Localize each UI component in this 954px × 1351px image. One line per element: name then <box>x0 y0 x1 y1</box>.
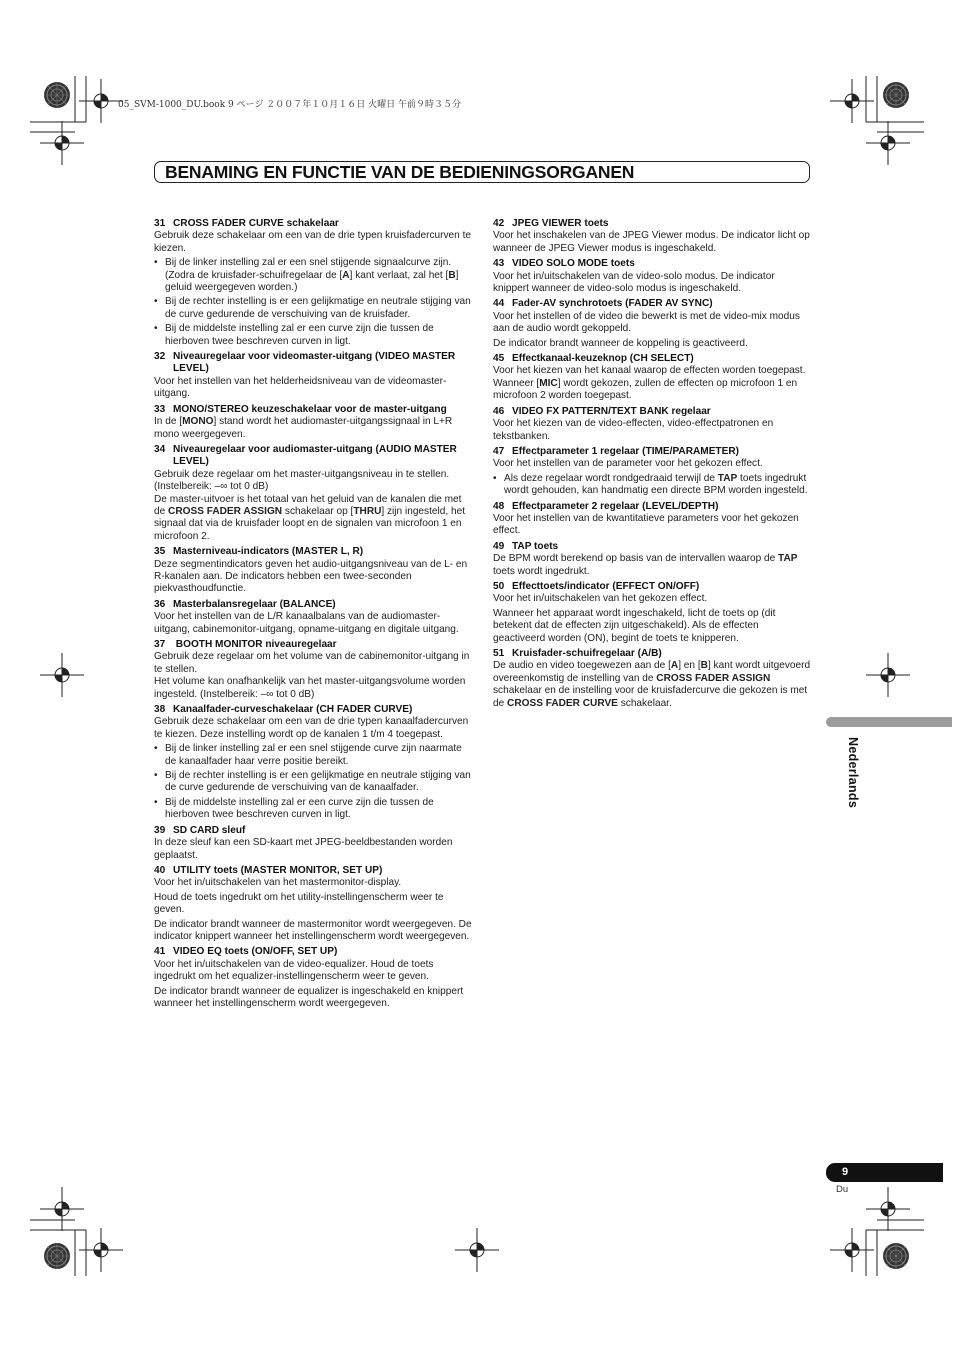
item-text: De BPM wordt berekend op basis van de intervallen waarop de TAP toets wordt ingedrukt. <box>493 553 798 577</box>
item-heading: 39 SD CARD sleuf <box>154 824 246 836</box>
item-37 <box>154 639 472 701</box>
item-text: Voor het in/uitschakelen van de video-solo modus. De indicator knippert wanneer de video-solo modus is ingeschakeld. <box>493 270 775 295</box>
item-heading: 37 BOOTH MONITOR niveauregelaar <box>154 639 337 650</box>
print-header: 05_SVM-1000_DU.book 9 ページ ２００７年１０月１６日 火曜日 午前９時３５分 <box>118 100 462 110</box>
item-43 <box>493 258 811 295</box>
bullet-item: • Bij de linker instelling zal er een snel stijgende curve zijn naarmate de kanaalfader haar verre positie bereikt. <box>154 743 462 767</box>
item-heading: 46 VIDEO FX PATTERN/TEXT BANK regelaar <box>493 405 711 417</box>
item-text: Voor het instellen van het helderheidsniveau van de videomaster-uitgang. <box>154 375 447 400</box>
item-text: Voor het instellen of de video die bewerkt is met de video-mix modus aan de audio wordt gekoppeld. <box>493 310 800 335</box>
item-heading: 33 MONO/STEREO keuzeschakelaar voor de master-uitgang <box>154 403 447 415</box>
page-title: BENAMING EN FUNCTIE VAN DE BEDIENINGSORGANEN <box>165 162 635 182</box>
section-title-bar <box>154 161 810 183</box>
item-heading: 36 Masterbalansregelaar (BALANCE) <box>154 598 336 610</box>
item-text: Voor het instellen van de parameter voor het gekozen effect. <box>493 458 763 470</box>
item-42 <box>493 218 811 255</box>
item-32 <box>154 351 472 401</box>
item-35 <box>154 546 472 596</box>
item-text: De master-uitvoer is het totaal van het geluid van de kanalen die met de CROSS FADER ASSIGN schakelaar op [THRU] zijn ingesteld, het signaal dat via de kruisfader loopt en de signalen van microfoon 1 en microfoon 2. <box>154 493 466 542</box>
language-side-label: Nederlands <box>846 737 860 809</box>
item-heading: 41 VIDEO EQ toets (ON/OFF, SET UP) <box>154 946 338 958</box>
bullet-item: • Bij de rechter instelling is er een gelijkmatige en neutrale stijging van de curve gedurende de verschuiving van de kanaalfader. <box>154 770 471 794</box>
item-text: Gebruik deze regelaar om het volume van de cabinemonitor-uitgang in te stellen. <box>154 651 470 675</box>
item-heading: 32 Niveauregelaar voor videomaster-uitgang (VIDEO MASTER LEVEL) <box>154 351 456 375</box>
item-heading: 44 Fader-AV synchrotoets (FADER AV SYNC) <box>493 298 713 310</box>
item-text: Wanneer het apparaat wordt ingeschakeld, licht de toets op (dit betekent dat de effecten zijn uitgeschakeld). Als de effecten geactiveerd worden (ON), begint de toets te knipperen. <box>493 607 776 644</box>
bullet-item: • Bij de middelste instelling zal er een curve zijn die tussen de hierboven twee beschreven curven in ligt. <box>154 796 434 821</box>
item-heading: 34 Niveauregelaar voor audiomaster-uitgang (AUDIO MASTER LEVEL) <box>154 443 457 468</box>
bullet-item: • Bij de rechter instelling is er een gelijkmatige en neutrale stijging van de curve gedurende de verschuiving van de kruisfader. <box>154 296 471 320</box>
item-39 <box>154 825 472 862</box>
item-text: De indicator brandt wanneer de mastermonitor wordt weergegeven. De indicator knippert wanneer het instellingenscherm wordt weergegeven. <box>154 918 472 942</box>
item-51 <box>493 648 811 710</box>
item-heading: 38 Kanaalfader-curveschakelaar (CH FADER CURVE) <box>154 704 413 716</box>
item-text: Voor het instellen van de L/R kanaalbalans van de audiomaster-uitgang, cabinemonitor-uitgang, opname-uitgang en digitale uitgang. <box>154 611 459 635</box>
item-text: Voor het instellen van de kwantitatieve parameters voor het gekozen effect. <box>493 512 799 537</box>
item-36 <box>154 599 472 636</box>
item-text: Houd de toets ingedrukt om het utility-instellingenscherm weer te geven. <box>154 891 444 916</box>
page-number-badge <box>826 1163 943 1182</box>
item-text: De audio en video toegewezen aan de [A] en [B] kant wordt uitgevoerd overeenkomstig de instelling van de CROSS FADER ASSIGN schakelaar en de instelling voor de kruisfadercurve die gekozen is met de CROSS FADER CURVE schakelaar. <box>493 660 811 709</box>
item-text: Voor het in/uitschakelen van het mastermonitor-display. <box>154 877 402 889</box>
item-text: De indicator brandt wanneer de koppeling is geactiveerd. <box>493 337 748 349</box>
item-heading: 49 TAP toets <box>493 540 559 552</box>
item-text: Voor het kiezen van het kanaal waarop de effecten worden toegepast. Wanneer [MIC] wordt gekozen, zullen de effecten op microfoon 1 en microfoon 2 worden toegepast. <box>493 365 806 402</box>
item-heading: 31 CROSS FADER CURVE schakelaar <box>154 218 339 229</box>
language-code: Du <box>836 1184 849 1195</box>
item-text: In deze sleuf kan een SD-kaart met JPEG-beeldbestanden worden geplaatst. <box>154 837 453 861</box>
item-text: Gebruik deze schakelaar om een van de drie typen kanaalfadercurven te kiezen. Deze instelling wordt op de kanalen 1 t/m 4 toegepast. <box>154 716 469 740</box>
item-text: Gebruik deze schakelaar om een van de drie typen kruisfadercurven te kiezen. <box>154 230 472 254</box>
bullet-item: • Bij de linker instelling zal er een snel stijgende signaalcurve zijn. (Zodra de kruisfader-schuifregelaar de [A] kant verlaat, zal het [B] geluid weergegeven worden.) <box>154 257 459 294</box>
item-text: De indicator brandt wanneer de equalizer is ingeschakeld en knippert wanneer het instellingenscherm wordt weergegeven. <box>154 985 464 1009</box>
item-45 <box>493 353 811 403</box>
left-column <box>154 218 472 1013</box>
item-heading: 47 Effectparameter 1 regelaar (TIME/PARAMETER) <box>493 445 739 457</box>
item-heading: 48 Effectparameter 2 regelaar (LEVEL/DEPTH) <box>493 500 719 512</box>
item-49 <box>493 541 811 578</box>
item-33 <box>154 404 472 441</box>
item-text: Gebruik deze regelaar om het master-uitgangsniveau in te stellen. (Instelbereik: –∞ tot 0 dB) <box>154 468 450 493</box>
item-heading: 51 Kruisfader-schuifregelaar (A/B) <box>493 648 662 659</box>
item-47 <box>493 446 811 498</box>
item-text: Voor het in/uitschakelen van het gekozen effect. <box>493 593 708 605</box>
item-48 <box>493 501 811 538</box>
item-text: Deze segmentindicators geven het audio-uitgangsniveau van de L- en R-kanalen aan. De indicators hebben een twee-seconden piekvasthoudfunctie. <box>154 558 468 595</box>
item-heading: 40 UTILITY toets (MASTER MONITOR, SET UP) <box>154 864 383 876</box>
item-40 <box>154 865 472 943</box>
page-number: 9 <box>841 1166 849 1178</box>
item-text: Voor het inschakelen van de JPEG Viewer modus. De indicator licht op wanneer de JPEG Viewer modus is ingeschakeld. <box>493 230 810 254</box>
item-34 <box>154 444 472 543</box>
bullet-item: • Als deze regelaar wordt rondgedraaid terwijl de TAP toets ingedrukt wordt gehouden, kan handmatig een directe BPM worden ingesteld. <box>493 472 808 497</box>
right-column <box>493 218 811 713</box>
item-heading: 50 Effecttoets/indicator (EFFECT ON/OFF) <box>493 580 700 592</box>
item-31 <box>154 218 472 348</box>
item-heading: 43 VIDEO SOLO MODE toets <box>493 258 635 270</box>
item-text: Voor het kiezen van de video-effecten, video-effectpatronen en tekstbanken. <box>493 418 774 442</box>
item-38 <box>154 704 472 822</box>
item-46 <box>493 406 811 443</box>
item-heading: 42 JPEG VIEWER toets <box>493 218 609 229</box>
item-text: Het volume kan onafhankelijk van het master-uitgangsvolume worden ingesteld. (Instelbereik: –∞ tot 0 dB) <box>154 676 466 700</box>
item-text: Voor het in/uitschakelen van de video-equalizer. Houd de toets ingedrukt om het equalizer-instellingenscherm weer te geven. <box>154 958 434 983</box>
language-tab-bar <box>826 717 952 727</box>
item-41 <box>154 946 472 1010</box>
item-heading: 35 Masterniveau-indicators (MASTER L, R) <box>154 546 364 558</box>
item-44 <box>493 298 811 350</box>
item-50 <box>493 581 811 645</box>
item-heading: 45 Effectkanaal-keuzeknop (CH SELECT) <box>493 353 694 365</box>
item-text: In de [MONO] stand wordt het audiomaster-uitgangssignaal in L+R mono weergegeven. <box>154 416 453 440</box>
bullet-item: • Bij de middelste instelling zal er een curve zijn die tussen de hierboven twee beschreven curven in ligt. <box>154 323 434 347</box>
